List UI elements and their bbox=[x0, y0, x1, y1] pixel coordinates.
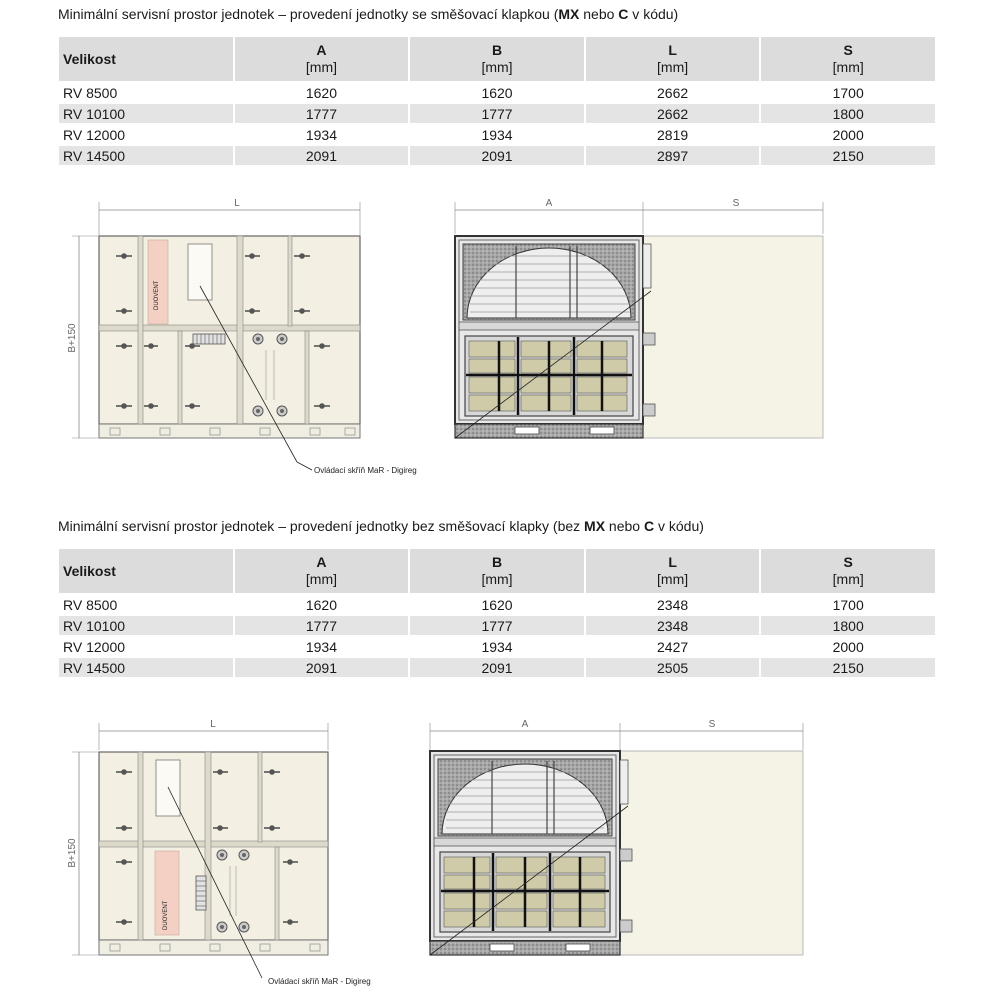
cell-b: 1934 bbox=[481, 638, 513, 655]
cell-a: 2091 bbox=[235, 146, 409, 165]
cell-b: 1934 bbox=[481, 126, 513, 143]
dim-label-a: A bbox=[545, 198, 553, 209]
cell-l: 2897 bbox=[586, 146, 760, 165]
cell-b: 1777 bbox=[410, 104, 584, 123]
cell-s: 1800 bbox=[761, 104, 935, 123]
cell-b: 2091 bbox=[410, 146, 584, 165]
cell-l: 2427 bbox=[657, 638, 689, 655]
cell-l: 2819 bbox=[657, 126, 689, 143]
cell-size: RV 10100 bbox=[59, 616, 233, 635]
side-view-2 bbox=[67, 719, 371, 986]
cell-size: RV 12000 bbox=[63, 126, 126, 143]
side-view-1 bbox=[67, 198, 417, 475]
cell-b: 1620 bbox=[481, 84, 513, 101]
cell-s: 2150 bbox=[761, 146, 935, 165]
cell-b: 1777 bbox=[410, 616, 584, 635]
header-a: A [mm] bbox=[235, 37, 409, 81]
dim-label-s: S bbox=[732, 198, 740, 209]
cell-a: 1777 bbox=[235, 616, 409, 635]
cell-a: 1934 bbox=[305, 126, 338, 143]
cell-l: 2505 bbox=[586, 658, 760, 677]
cell-size: RV 8500 bbox=[63, 596, 118, 613]
header-s: S [mm] bbox=[761, 37, 935, 81]
header-b: B [mm] bbox=[410, 549, 584, 593]
callout-control-box: Ovládací skříň MaR - Digireg bbox=[268, 977, 371, 986]
header-l: L [mm] bbox=[586, 549, 760, 593]
brand-text: DUOVENT bbox=[154, 280, 160, 310]
cell-s: 2000 bbox=[832, 126, 864, 143]
callout-control-box: Ovládací skříň MaR - Digireg bbox=[314, 466, 417, 475]
dim-label-l: L bbox=[210, 719, 216, 730]
cell-b: 1620 bbox=[481, 596, 513, 613]
dim-label-b: B+150 bbox=[67, 323, 78, 353]
cell-a: 1934 bbox=[305, 638, 338, 655]
section1-title: Minimální servisní prostor jednotek – provedení jednotky se směšovací klapkou (MX nebo C v kódu) bbox=[58, 6, 679, 22]
header-size: Velikost bbox=[59, 37, 233, 81]
cell-s: 1700 bbox=[832, 596, 864, 613]
cell-a: 2091 bbox=[235, 658, 409, 677]
service-space bbox=[643, 236, 823, 438]
cell-s: 2150 bbox=[761, 658, 935, 677]
dim-label-a: A bbox=[521, 719, 529, 730]
section2-title: Minimální servisní prostor jednotek – provedení jednotky bez směšovací klapky (bez MX nebo C v kódu) bbox=[58, 518, 704, 534]
cell-size: RV 12000 bbox=[63, 638, 126, 655]
cell-s: 1800 bbox=[761, 616, 935, 635]
dim-label-b: B+150 bbox=[67, 838, 78, 868]
header-s: S [mm] bbox=[761, 549, 935, 593]
header-a: A [mm] bbox=[235, 549, 409, 593]
cell-l: 2662 bbox=[657, 84, 689, 101]
cell-size: RV 14500 bbox=[59, 146, 233, 165]
cell-s: 1700 bbox=[832, 84, 864, 101]
cell-l: 2348 bbox=[657, 596, 689, 613]
cell-a: 1620 bbox=[305, 84, 338, 101]
service-space bbox=[620, 751, 803, 955]
cell-s: 2000 bbox=[832, 638, 864, 655]
front-view-2 bbox=[430, 719, 803, 955]
header-size: Velikost bbox=[59, 549, 233, 593]
cell-b: 2091 bbox=[410, 658, 584, 677]
brand-text: DUOVENT bbox=[163, 900, 169, 930]
cell-l: 2348 bbox=[586, 616, 760, 635]
cell-size: RV 14500 bbox=[59, 658, 233, 677]
front-view-1 bbox=[455, 198, 823, 438]
cell-size: RV 8500 bbox=[63, 84, 118, 101]
cell-l: 2662 bbox=[586, 104, 760, 123]
cell-a: 1620 bbox=[305, 596, 338, 613]
cell-size: RV 10100 bbox=[59, 104, 233, 123]
cell-a: 1777 bbox=[235, 104, 409, 123]
header-b: B [mm] bbox=[410, 37, 584, 81]
header-l: L [mm] bbox=[586, 37, 760, 81]
dim-label-l: L bbox=[234, 198, 240, 209]
dim-label-s: S bbox=[708, 719, 716, 730]
